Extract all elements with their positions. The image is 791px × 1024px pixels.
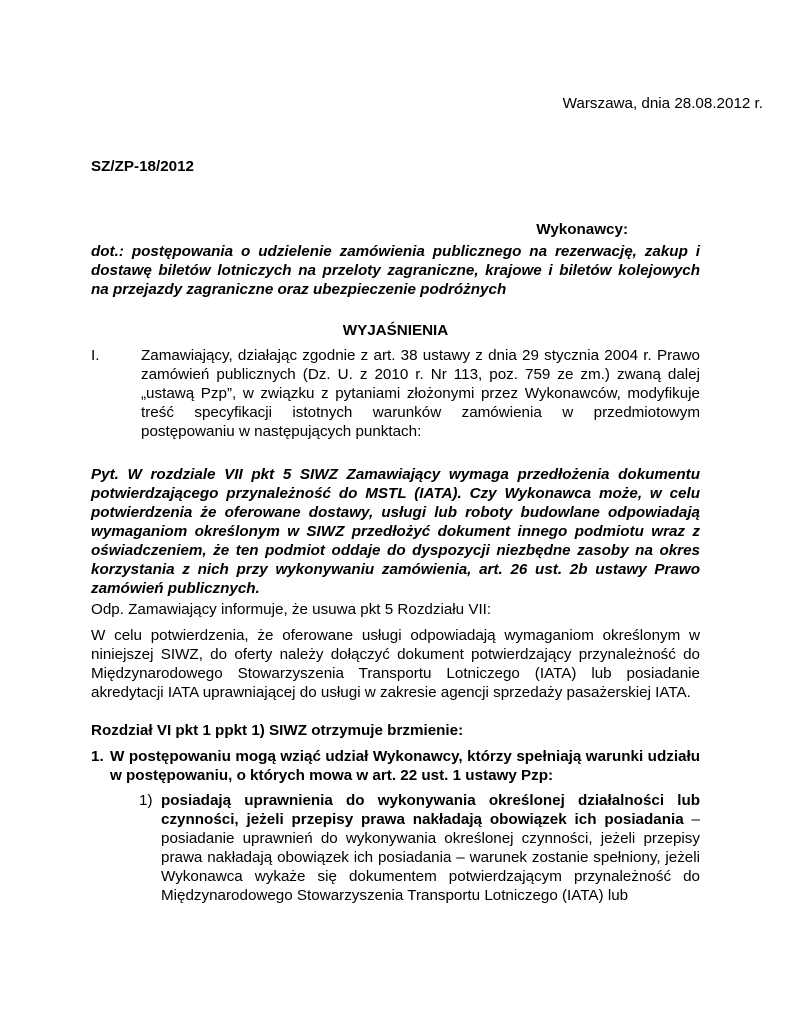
section-text: Zamawiający, działając zgodnie z art. 38 ustawy z dnia 29 stycznia 2004 r. Prawo zamówień publicznych (Dz. U. z 2010 r. Nr 113, poz. 759 ze zm.) zwaną dalej „ustawą Pzp”, w związku z pytaniami złożonymi przez Wykonawców, modyfikuje treść specyfikacji istotnych warunków zamówienia w przedmiotowym postępowaniu w następujących punktach: <box>141 347 700 440</box>
subpoint-text: – posiadanie uprawnień do wykonywania określonej czynności, jeżeli przepisy prawa nakładają obowiązek ich posiadania – warunek zostanie spełniony, jeżeli Wykonawca wykaże się dokumentem potwierdzającym przynależność do Międzynarodowego Stowarzyszenia Transportu Lotniczego (IATA) lub <box>161 811 700 904</box>
subject-line: dot.: postępowania o udzielenie zamówienia publicznego na rezerwację, zakup i dostawę biletów lotniczych na przeloty zagraniczne, krajowe i biletów kolejowych na przejazdy zagraniczne oraz ubezpieczenie podróżnych <box>91 243 700 298</box>
subpoint-number: 1) <box>139 792 153 809</box>
chapter-change-heading: Rozdział VI pkt 1 ppkt 1) SIWZ otrzymuje brzmienie: <box>91 722 464 739</box>
subpoint-bold-text: posiadają uprawnienia do wykonywania określonej działalności lub czynności, jeżeli przepisy prawa nakładają obowiązek ich posiadania <box>161 792 700 828</box>
answer-paragraph: W celu potwierdzenia, że oferowane usługi odpowiadają wymaganiom określonym w niniejszej SIWZ, do oferty należy dołączyć dokument potwierdzający przynależność do Międzynarodowego Stowarzyszenia Transportu Lotniczego (IATA) lub posiadanie akredytacji IATA uprawniającej do usługi w zakresie agencji sprzedaży pasażerskiej IATA. <box>91 627 700 701</box>
section-number: I. <box>91 347 100 364</box>
question-text: Pyt. W rozdziale VII pkt 5 SIWZ Zamawiający wymaga przedłożenia dokumentu potwierdzającego przynależność do MSTL (IATA). Czy Wykonawca może, w celu potwierdzenia że oferowane dostawy, usługi lub roboty budowlane odpowiadają wymaganiom określonym w SIWZ przedłożyć dokument innego podmiotu wraz z oświadczeniem, że ten podmiot oddaje do dyspozycji niezbędne zasoby na okres korzystania z nich przy wykonywaniu zamówienia, art. 26 ust. 2b ustawy Prawo zamówień publicznych. <box>91 466 700 597</box>
document-heading: WYJAŚNIENIA <box>342 322 449 339</box>
answer-intro: Odp. Zamawiający informuje, że usuwa pkt 5 Rozdziału VII: <box>91 601 492 618</box>
point-number: 1. <box>91 748 104 765</box>
reference-number: SZ/ZP-18/2012 <box>91 158 194 175</box>
point-text: W postępowaniu mogą wziąć udział Wykonawcy, którzy spełniają warunki udziału w postępowaniu, o których mowa w art. 22 ust. 1 ustawy Pzp: <box>110 748 700 784</box>
date-line: Warszawa, dnia 28.08.2012 r. <box>562 95 763 112</box>
recipients-label: Wykonawcy: <box>536 221 628 238</box>
subpoint-body <box>161 791 700 905</box>
